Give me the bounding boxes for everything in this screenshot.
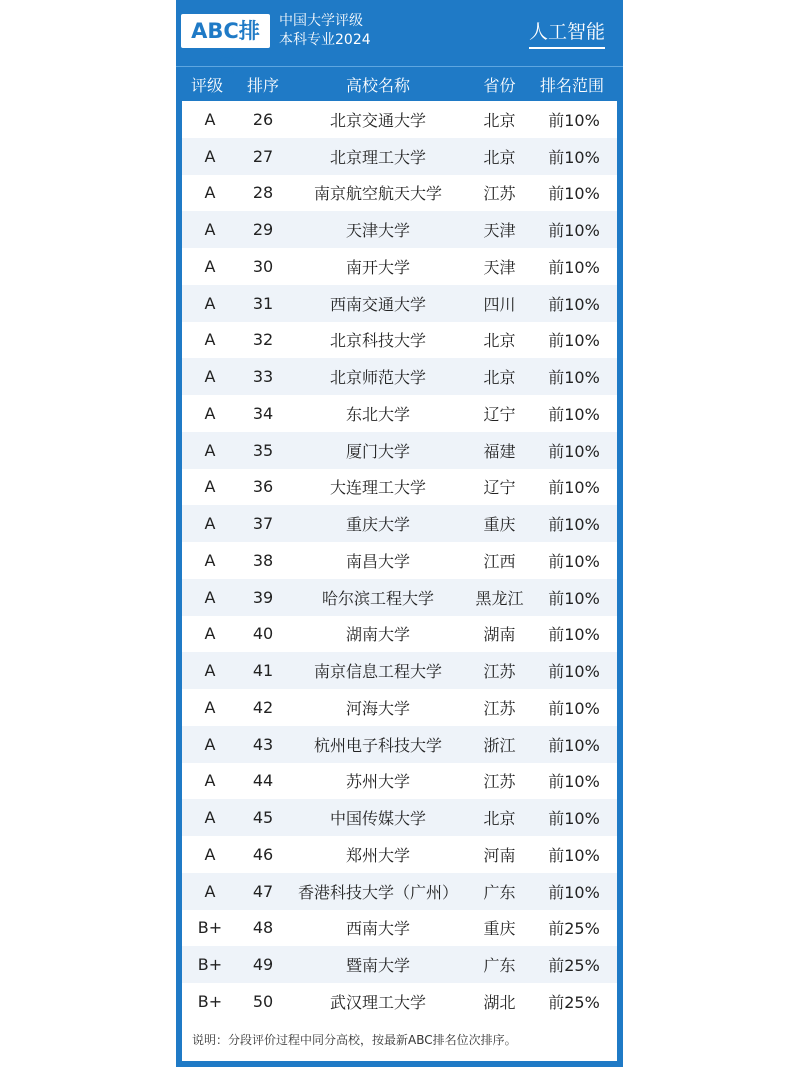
cell-school: 杭州电子科技大学 xyxy=(313,735,442,755)
cell-province: 北京 xyxy=(483,110,516,130)
subtitle-line-1: 中国大学评级 xyxy=(279,13,363,29)
ranking-card xyxy=(176,0,623,1067)
table-body xyxy=(182,101,617,1020)
cell-school: 北京交通大学 xyxy=(329,110,426,130)
table-row xyxy=(182,836,617,873)
cell-range: 前10% xyxy=(548,147,600,167)
cell-grade: A xyxy=(204,734,216,754)
cell-rank: 27 xyxy=(252,146,274,166)
cell-rank: 43 xyxy=(252,734,274,754)
cell-province: 天津 xyxy=(483,257,516,277)
cell-grade: A xyxy=(204,697,216,717)
cell-province: 湖北 xyxy=(483,992,516,1012)
cell-province: 湖南 xyxy=(483,625,516,645)
cell-grade: A xyxy=(204,367,216,387)
cell-grade: A xyxy=(204,844,216,864)
table-row xyxy=(182,211,617,248)
cell-range: 前10% xyxy=(548,662,600,682)
cell-province: 北京 xyxy=(483,147,516,167)
cell-range: 前10% xyxy=(548,772,600,792)
cell-rank: 44 xyxy=(252,771,274,791)
cell-grade: A xyxy=(204,808,216,828)
cell-range: 前10% xyxy=(548,294,600,314)
cell-rank: 49 xyxy=(252,955,274,975)
table-row xyxy=(182,983,617,1020)
cell-grade: A xyxy=(204,440,216,460)
cell-school: 北京理工大学 xyxy=(329,147,426,167)
cell-grade: A xyxy=(204,220,216,240)
cell-rank: 36 xyxy=(252,477,274,497)
cell-rank: 34 xyxy=(252,403,274,423)
column-header-rank: 排序 xyxy=(246,75,279,95)
table-row xyxy=(182,175,617,212)
table-row xyxy=(182,469,617,506)
cell-rank: 35 xyxy=(252,440,274,460)
cell-rank: 41 xyxy=(252,661,274,681)
cell-range: 前10% xyxy=(548,184,600,204)
cell-province: 北京 xyxy=(483,331,516,351)
cell-rank: 30 xyxy=(252,256,274,276)
cell-province: 北京 xyxy=(483,809,516,829)
cell-range: 前25% xyxy=(548,992,600,1012)
cell-grade: A xyxy=(204,146,216,166)
cell-range: 前10% xyxy=(548,404,600,424)
table-row xyxy=(182,322,617,359)
cell-grade: A xyxy=(204,330,216,350)
cell-province: 北京 xyxy=(483,368,516,388)
table-row xyxy=(182,799,617,836)
cell-grade: A xyxy=(204,183,216,203)
cell-rank: 33 xyxy=(252,367,274,387)
cell-rank: 40 xyxy=(252,624,274,644)
subtitle xyxy=(279,12,371,50)
cell-school: 南开大学 xyxy=(345,257,410,277)
cell-province: 福建 xyxy=(483,441,516,461)
table-row xyxy=(182,689,617,726)
cell-school: 香港科技大学（广州） xyxy=(297,882,458,902)
cell-range: 前10% xyxy=(548,441,600,461)
table-row xyxy=(182,248,617,285)
cell-province: 辽宁 xyxy=(483,478,516,498)
cell-school: 天津大学 xyxy=(345,221,410,241)
cell-school: 南京航空航天大学 xyxy=(313,184,442,204)
cell-school: 东北大学 xyxy=(345,404,410,424)
cell-rank: 38 xyxy=(252,550,274,570)
cell-grade: A xyxy=(204,661,216,681)
cell-school: 厦门大学 xyxy=(345,441,410,461)
cell-grade: A xyxy=(204,514,216,534)
cell-province: 江西 xyxy=(483,551,516,571)
cell-rank: 48 xyxy=(252,918,274,938)
cell-rank: 47 xyxy=(252,881,274,901)
cell-rank: 26 xyxy=(252,109,274,129)
cell-range: 前10% xyxy=(548,809,600,829)
cell-province: 江苏 xyxy=(483,662,516,682)
cell-grade: B+ xyxy=(197,918,223,938)
cell-rank: 31 xyxy=(252,293,274,313)
cell-range: 前10% xyxy=(548,478,600,498)
cell-province: 辽宁 xyxy=(483,404,516,424)
cell-range: 前10% xyxy=(548,698,600,718)
cell-rank: 42 xyxy=(252,697,274,717)
cell-province: 重庆 xyxy=(483,919,516,939)
table-row xyxy=(182,946,617,983)
cell-province: 四川 xyxy=(483,294,516,314)
cell-school: 中国传媒大学 xyxy=(329,809,426,829)
cell-school: 南京信息工程大学 xyxy=(313,662,442,682)
cell-province: 江苏 xyxy=(483,698,516,718)
table-row xyxy=(182,616,617,653)
column-header-range: 排名范围 xyxy=(539,75,604,95)
table-row xyxy=(182,285,617,322)
cell-province: 河南 xyxy=(483,845,516,865)
cell-grade: A xyxy=(204,403,216,423)
cell-province: 重庆 xyxy=(483,515,516,535)
cell-rank: 29 xyxy=(252,220,274,240)
cell-grade: A xyxy=(204,624,216,644)
cell-grade: A xyxy=(204,587,216,607)
cell-range: 前10% xyxy=(548,735,600,755)
table-row xyxy=(182,542,617,579)
cell-grade: A xyxy=(204,881,216,901)
cell-range: 前10% xyxy=(548,625,600,645)
cell-province: 江苏 xyxy=(483,772,516,792)
abc-logo: ABC排名 xyxy=(181,14,270,48)
cell-range: 前10% xyxy=(548,845,600,865)
table-row xyxy=(182,101,617,138)
cell-range: 前10% xyxy=(548,331,600,351)
cell-school: 哈尔滨工程大学 xyxy=(321,588,434,608)
cell-grade: A xyxy=(204,109,216,129)
table-row xyxy=(182,910,617,947)
column-header-grade: 评级 xyxy=(190,75,223,95)
cell-province: 天津 xyxy=(483,221,516,241)
cell-province: 广东 xyxy=(483,956,516,976)
cell-grade: A xyxy=(204,477,216,497)
cell-rank: 28 xyxy=(252,183,274,203)
table-row xyxy=(182,395,617,432)
cell-school: 重庆大学 xyxy=(345,515,410,535)
header xyxy=(176,0,623,77)
table-row xyxy=(182,432,617,469)
cell-range: 前10% xyxy=(548,221,600,241)
cell-range: 前10% xyxy=(548,551,600,571)
cell-school: 大连理工大学 xyxy=(329,478,426,498)
cell-range: 前10% xyxy=(548,110,600,130)
cell-grade: A xyxy=(204,293,216,313)
cell-rank: 32 xyxy=(252,330,274,350)
table-row xyxy=(182,873,617,910)
subject-title: 人工智能 xyxy=(529,19,605,49)
cell-province: 广东 xyxy=(483,882,516,902)
cell-rank: 46 xyxy=(252,844,274,864)
column-header-province: 省份 xyxy=(483,75,516,95)
table-row xyxy=(182,763,617,800)
cell-rank: 50 xyxy=(252,991,274,1011)
cell-rank: 45 xyxy=(252,808,274,828)
cell-province: 黑龙江 xyxy=(475,588,524,608)
cell-school: 暨南大学 xyxy=(345,956,410,976)
cell-province: 江苏 xyxy=(483,184,516,204)
cell-school: 西南交通大学 xyxy=(329,294,426,314)
table-row xyxy=(182,579,617,616)
table-row xyxy=(182,726,617,763)
cell-range: 前25% xyxy=(548,919,600,939)
cell-school: 苏州大学 xyxy=(345,772,410,792)
cell-school: 武汉理工大学 xyxy=(329,992,426,1012)
cell-school: 南昌大学 xyxy=(345,551,410,571)
cell-grade: A xyxy=(204,550,216,570)
cell-grade: A xyxy=(204,256,216,276)
footer-note: 说明：分段评价过程中同分高校，按最新ABC排名位次排序。 xyxy=(182,1020,617,1061)
cell-grade: A xyxy=(204,771,216,791)
table-row xyxy=(182,505,617,542)
table-header xyxy=(176,66,623,101)
cell-range: 前10% xyxy=(548,257,600,277)
cell-school: 北京科技大学 xyxy=(329,331,426,351)
cell-grade: B+ xyxy=(197,955,223,975)
cell-range: 前25% xyxy=(548,956,600,976)
cell-rank: 37 xyxy=(252,514,274,534)
cell-range: 前10% xyxy=(548,368,600,388)
cell-range: 前10% xyxy=(548,588,600,608)
cell-range: 前10% xyxy=(548,882,600,902)
table-row xyxy=(182,358,617,395)
table-row xyxy=(182,652,617,689)
cell-province: 浙江 xyxy=(483,735,516,755)
subtitle-line-2: 本科专业2024 xyxy=(279,32,371,48)
cell-rank: 39 xyxy=(252,587,274,607)
column-header-school: 高校名称 xyxy=(345,75,410,95)
table-row xyxy=(182,138,617,175)
cell-range: 前10% xyxy=(548,515,600,535)
cell-school: 北京师范大学 xyxy=(329,368,426,388)
cell-grade: B+ xyxy=(197,991,223,1011)
cell-school: 西南大学 xyxy=(345,919,410,939)
cell-school: 河海大学 xyxy=(345,698,410,718)
cell-school: 湖南大学 xyxy=(345,625,410,645)
cell-school: 郑州大学 xyxy=(345,845,410,865)
